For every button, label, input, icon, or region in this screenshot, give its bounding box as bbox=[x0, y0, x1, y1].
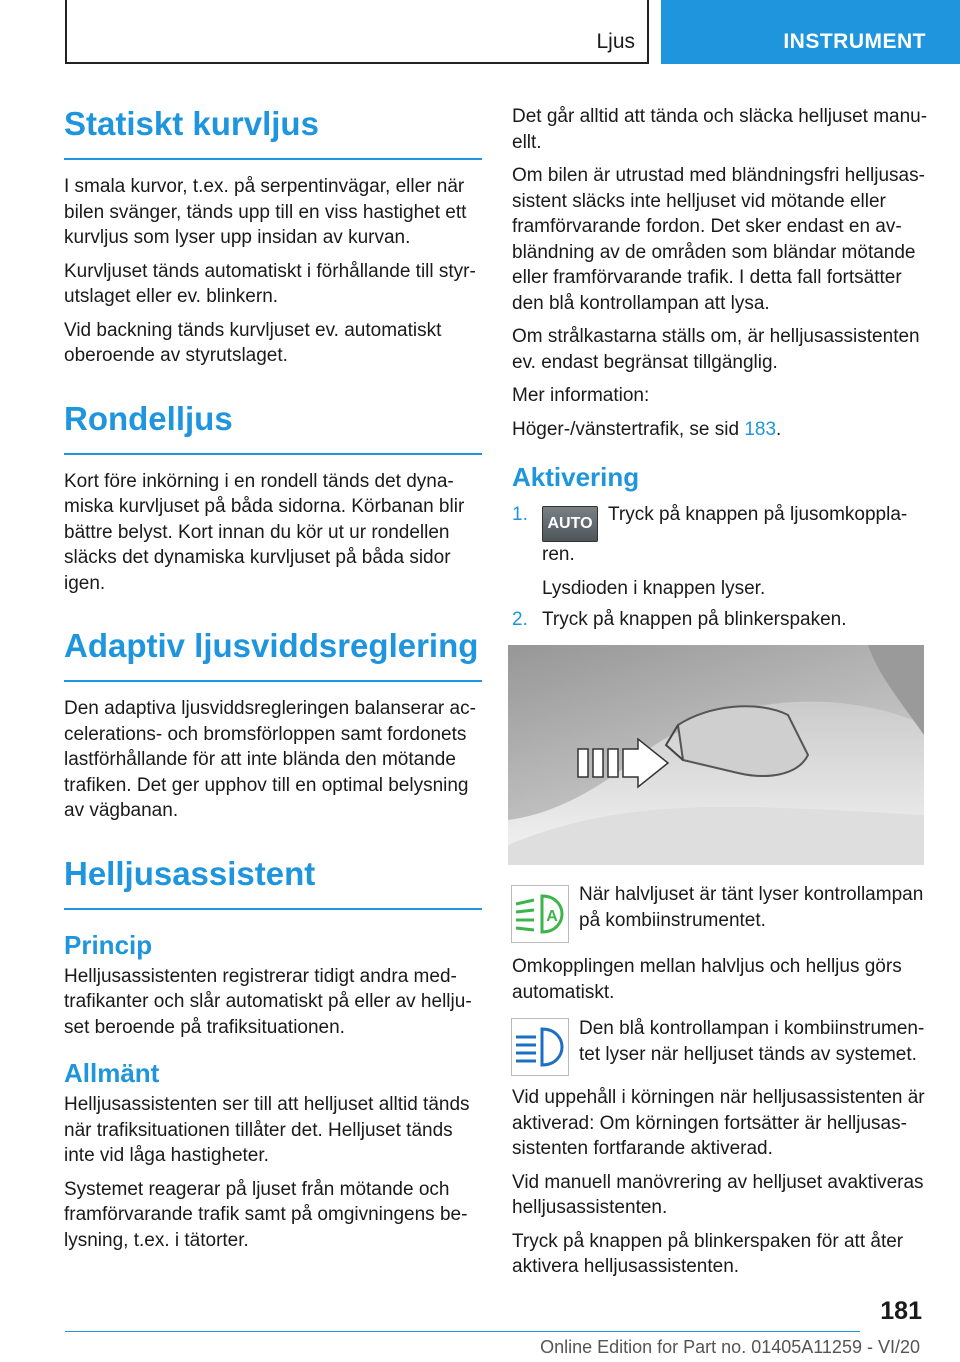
page-number: 181 bbox=[880, 1297, 922, 1325]
right-column bbox=[512, 104, 928, 647]
paragraph: Vid backning tänds kurvljuset ev. automatiskt oberoende av styrutslaget. bbox=[64, 319, 442, 366]
page-link-183[interactable]: 183 bbox=[744, 418, 777, 440]
paragraph-reference bbox=[512, 417, 928, 443]
reference-text: Höger-/vänstertrafik, se sid bbox=[512, 418, 745, 440]
heading-adaptiv-ljusviddsreglering: Adaptiv ljusviddsreglering bbox=[64, 626, 482, 682]
indicator-1-text: När halvljuset är tänt lyser kontrollampan på kombiinstrumentet. bbox=[579, 884, 924, 931]
heading-statiskt-kurvljus: Statiskt kurvljus bbox=[64, 104, 482, 160]
paragraph: Det går alltid att tända och släcka helljuset manuellt. bbox=[512, 106, 928, 153]
high-beam-indicator-icon bbox=[511, 1018, 569, 1076]
reference-end: . bbox=[776, 418, 782, 440]
right-column-bottom bbox=[512, 1085, 928, 1288]
subheading-aktivering: Aktivering bbox=[512, 462, 640, 492]
footer-edition: Online Edition for Part no. 01405A11259 - VI/20 bbox=[540, 1337, 920, 1357]
heading-rondelljus: Rondelljus bbox=[64, 399, 482, 455]
paragraph: Vid manuell manövrering av helljuset avaktiveras helljusassistenten. bbox=[512, 1171, 924, 1218]
paragraph: Vid uppehåll i körningen när helljusassistenten är aktiverad: Om körningen fortsätter är helljusassistenten fortfarande aktiverad. bbox=[512, 1087, 925, 1159]
paragraph: Tryck på knappen på blinkerspaken för att åter aktivera helljusassistenten. bbox=[512, 1230, 904, 1277]
paragraph: Mer information: bbox=[512, 385, 650, 406]
step-number: 2. bbox=[512, 609, 528, 630]
left-column bbox=[64, 104, 482, 1261]
paragraph: Helljusassistenten ser till att helljuset alltid tänds när trafiksituationen tillåter det. Helljuset tänds inte vid låga hastigheter. bbox=[64, 1094, 470, 1166]
low-beam-assist-indicator-icon bbox=[511, 885, 569, 943]
paragraph: Den adaptiva ljusviddsregleringen balanserar accelerations- och bromsförloppen samt fordonets lastförhållande för att inte blända den mötande trafiken. Det ger upphov till en optimal belysning av vägbanan. bbox=[64, 698, 476, 821]
header-section-box bbox=[65, 0, 649, 64]
svg-text:A: A bbox=[546, 908, 558, 925]
paragraph: Om bilen är utrustad med bländningsfri helljusassistent släcks inte helljuset vid mötande eller framförvarande fordon. Det sker endast en avbländning av de områden som bländar mötande eller framförvarande trafik. I detta fall fortsätter den blå kontrollampan att lysa. bbox=[512, 165, 925, 314]
step-text: Tryck på knappen på ljusomkopplaren. bbox=[542, 504, 908, 565]
turn-signal-stalk-illustration bbox=[508, 645, 924, 865]
header-chapter-tab[interactable] bbox=[661, 0, 960, 64]
subheading-allmant: Allmänt bbox=[64, 1058, 160, 1088]
step-text: Tryck på knappen på blinkerspaken. bbox=[542, 609, 847, 630]
header-section-label: Ljus bbox=[596, 30, 635, 53]
stalk-drawing bbox=[508, 645, 924, 865]
paragraph: Helljusassistenten registrerar tidigt andra medtrafikanter och slår automatiskt på eller av helljuset beroende på trafiksituationen. bbox=[64, 965, 472, 1038]
footer-divider bbox=[65, 1331, 860, 1332]
step-1 bbox=[512, 502, 928, 601]
step-number: 1. bbox=[512, 504, 528, 525]
paragraph: Kurvljuset tänds automatiskt i förhållande till styrutslaget eller ev. blinkern. bbox=[64, 260, 476, 307]
paragraph: Systemet reagerar på ljuset från mötande och framförvarande trafik samt på omgivningens belysning, t.ex. i tätorter. bbox=[64, 1178, 468, 1251]
header-chapter-label: INSTRUMENT bbox=[783, 30, 926, 53]
paragraph: Kort före inkörning i en rondell tänds det dynamiska kurvljuset på båda sidorna. Körbanan blir bättre belyst. Kort innan du kör ut ur rondellen släcks det dynamiska kurvljuset på båda sidor igen. bbox=[64, 470, 465, 594]
auto-button-icon: AUTO bbox=[542, 506, 598, 542]
step-2 bbox=[512, 607, 928, 633]
heading-helljusassistent: Helljusassistent bbox=[64, 854, 482, 910]
subheading-princip: Princip bbox=[64, 929, 153, 960]
indicator-2-text: Den blå kontrollampan i kombiinstrumentet lyser när helljuset tänds av systemet. bbox=[579, 1018, 925, 1065]
paragraph: I smala kurvor, t.ex. på serpentinvägar, eller när bilen svänger, tänds upp till en viss hastighet ett kurvljus som lyser upp insidan av kurvan. bbox=[64, 176, 467, 248]
paragraph: Om strålkastarna ställs om, är helljusassistenten ev. endast begränsat tillgänglig. bbox=[512, 326, 920, 373]
paragraph: Omkopplingen mellan halvljus och helljus görs automatiskt. bbox=[512, 956, 902, 1003]
step-subtext: Lysdioden i knappen lyser. bbox=[542, 577, 766, 599]
